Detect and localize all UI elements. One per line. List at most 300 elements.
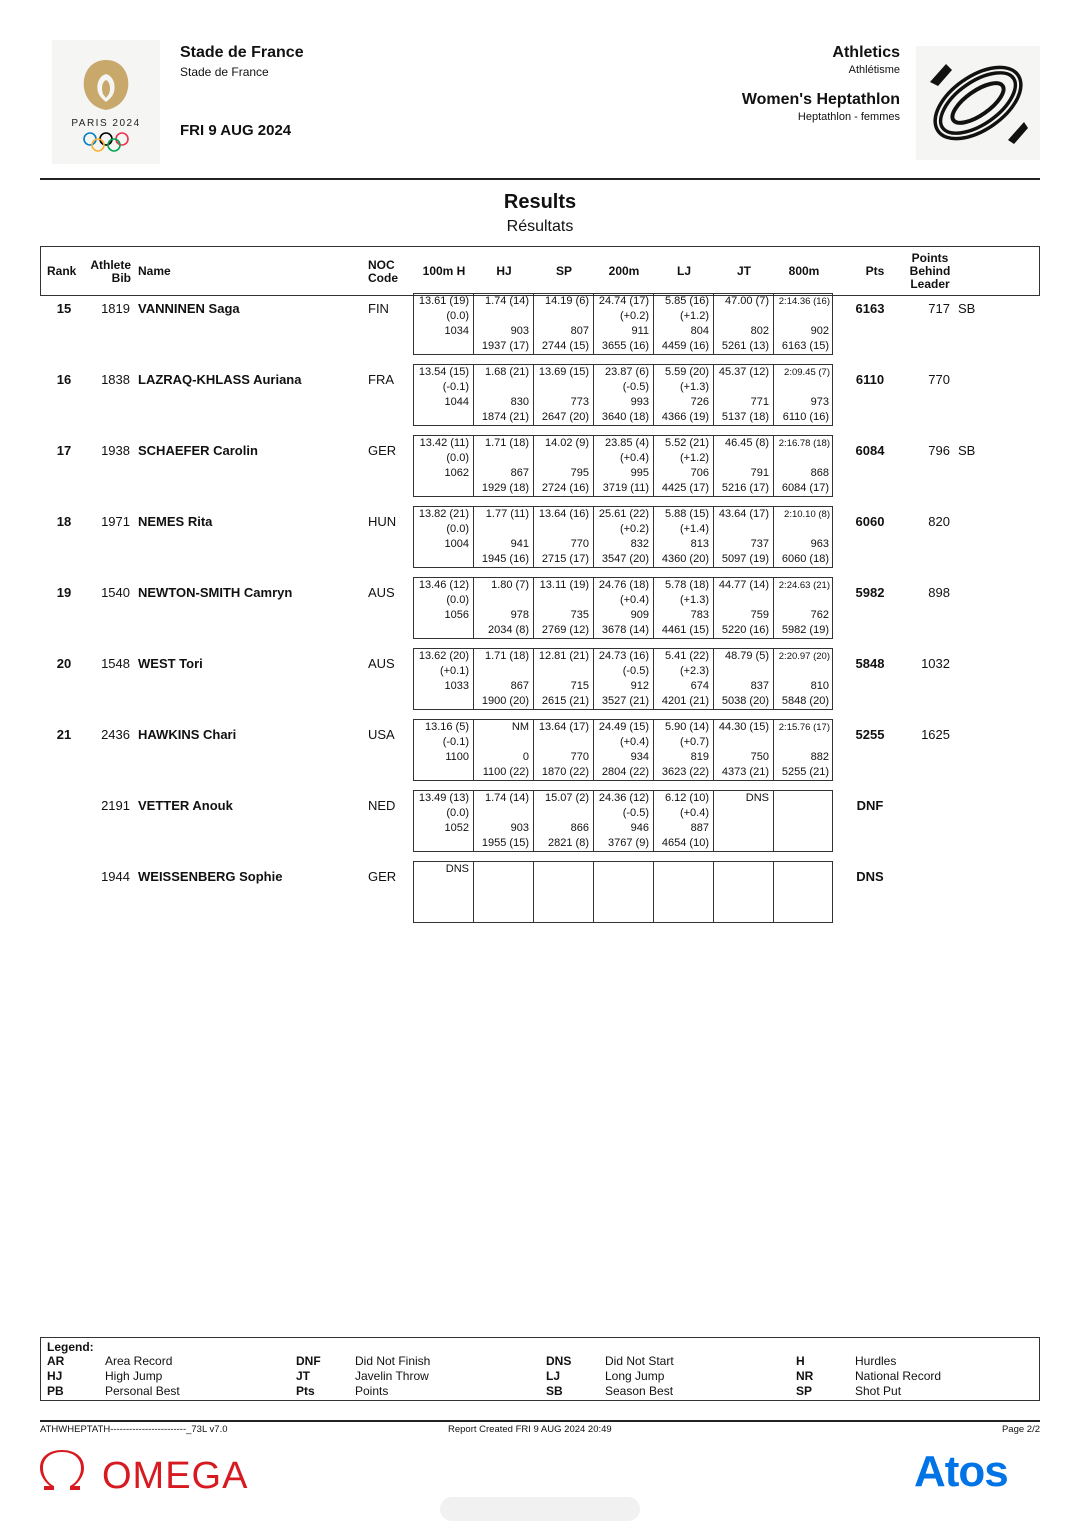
event-performance: 2:09.45 (7) [784, 367, 830, 378]
svg-text:Atos: Atos [914, 1447, 1008, 1492]
event-cell-high-jump [474, 578, 534, 638]
event-performance: 15.07 (2) [544, 792, 589, 804]
event-wind: (0.0) [446, 523, 469, 535]
legend-description: National Record [855, 1369, 942, 1383]
event-cumulative: 5848 (20) [781, 695, 829, 707]
event-performance: DNS [745, 792, 769, 804]
event-cumulative: 3767 (9) [608, 837, 649, 849]
legend-description: Hurdles [855, 1354, 897, 1368]
event-cell-800m [774, 294, 833, 354]
event-cell-200m [594, 436, 654, 496]
bib-cell: 1938 [101, 443, 130, 458]
event-cumulative: 4366 (19) [661, 411, 709, 423]
event-points: 674 [690, 680, 709, 692]
event-cell-100m-hurdles [414, 365, 474, 425]
event-performance: 1.74 (14) [484, 295, 529, 307]
event-performance: 5.59 (20) [664, 366, 709, 378]
event-points: 1034 [444, 325, 469, 337]
event-cell-200m [594, 578, 654, 638]
event-performance: 1.68 (21) [484, 366, 529, 378]
event-cumulative: 4373 (21) [721, 766, 769, 778]
legend-abbreviation: H [796, 1354, 805, 1368]
event-cumulative: 2724 (16) [541, 482, 589, 494]
event-cell-shot-put [534, 862, 594, 922]
event-cell-100m-hurdles [414, 720, 474, 780]
event-points: 750 [750, 751, 769, 763]
event-results-grid [413, 435, 833, 497]
event-performance: 13.46 (12) [418, 579, 469, 591]
event-performance: 2:16.78 (18) [778, 438, 830, 449]
event-cumulative: 4201 (21) [661, 695, 709, 707]
event-points: 791 [750, 467, 769, 479]
total-points: 6163 [855, 301, 885, 316]
event-cell-100m-hurdles [414, 578, 474, 638]
event-cell-800m [774, 578, 833, 638]
event-date: FRI 9 AUG 2024 [180, 122, 292, 139]
venue-name-fr: Stade de France [180, 65, 269, 79]
col-shot-put: SP [555, 264, 572, 278]
points-behind-leader: 770 [928, 372, 950, 387]
event-performance: 5.41 (22) [664, 650, 709, 662]
legend-description: Area Record [105, 1354, 173, 1368]
event-performance: 13.54 (15) [418, 366, 469, 378]
event-wind: (+0.1) [439, 665, 469, 677]
points-behind-leader: 1032 [921, 656, 950, 671]
event-performance: NM [511, 721, 529, 733]
event-points: 795 [570, 467, 589, 479]
event-points: 802 [750, 325, 769, 337]
points-behind-leader: 796 [928, 443, 950, 458]
event-cell-high-jump [474, 720, 534, 780]
legend-abbreviation: LJ [546, 1369, 561, 1383]
event-performance: 24.76 (18) [598, 579, 649, 591]
total-points: 5982 [855, 585, 885, 600]
event-cell-200m [594, 862, 654, 922]
venue-block [180, 44, 304, 79]
noc-code: FRA [368, 372, 394, 387]
page-number: Page 2/2 [1001, 1424, 1040, 1435]
noc-code: AUS [368, 656, 395, 671]
event-performance: 2:15.76 (17) [778, 722, 830, 733]
page-scrollbar-overlay[interactable] [440, 1497, 640, 1521]
event-cumulative: 2804 (22) [601, 766, 649, 778]
legend-abbreviation: SB [546, 1384, 563, 1398]
event-points: 770 [570, 538, 589, 550]
event-points: 737 [750, 538, 769, 550]
event-performance: 1.80 (7) [491, 579, 529, 591]
legend-description: Personal Best [105, 1384, 180, 1398]
event-cumulative: 6110 (16) [782, 411, 829, 423]
svg-text:OMEGA: OMEGA [102, 1455, 249, 1494]
noc-code: NED [368, 798, 396, 813]
athlete-row [0, 295, 1080, 363]
event-performance: 44.30 (15) [718, 721, 769, 733]
total-points: 6084 [855, 443, 885, 458]
noc-code: FIN [368, 301, 389, 316]
event-points: 837 [750, 680, 769, 692]
event-points: 726 [690, 396, 709, 408]
event-wind: (0.0) [446, 594, 469, 606]
athlete-row [0, 437, 1080, 505]
event-cumulative: 5255 (21) [781, 766, 829, 778]
bib-cell: 1838 [101, 372, 130, 387]
event-cell-high-jump [474, 791, 534, 851]
event-points: 963 [810, 538, 829, 550]
event-performance: 5.85 (16) [664, 295, 709, 307]
bib-cell: 1540 [101, 585, 130, 600]
athlete-name: NEMES Rita [138, 514, 213, 529]
results-title: Results [503, 191, 577, 213]
event-points: 941 [510, 538, 529, 550]
event-performance: 24.49 (15) [598, 721, 649, 733]
event-points: 810 [810, 680, 829, 692]
event-performance: 13.69 (15) [538, 366, 589, 378]
event-points: 973 [810, 396, 829, 408]
event-performance: 13.61 (19) [418, 295, 469, 307]
event-cumulative: 4654 (10) [661, 837, 709, 849]
col-javelin: JT [736, 264, 751, 278]
event-points: 867 [510, 467, 529, 479]
athlete-name: VANNINEN Saga [138, 301, 240, 316]
event-cell-shot-put [534, 578, 594, 638]
legend-abbreviation: HJ [47, 1369, 63, 1383]
event-cell-high-jump [474, 365, 534, 425]
col-800m: 800m [788, 264, 820, 278]
noc-code: GER [368, 443, 397, 458]
event-cumulative: 5982 (19) [781, 624, 829, 636]
points-behind-leader: 898 [928, 585, 950, 600]
event-cumulative: 1900 (20) [481, 695, 529, 707]
event-cell-800m [774, 862, 833, 922]
event-cell-shot-put [534, 649, 594, 709]
event-performance: 13.62 (20) [418, 650, 469, 662]
event-wind: (-0.5) [622, 807, 649, 819]
event-cell-shot-put [534, 365, 594, 425]
event-cumulative: 4459 (16) [661, 340, 709, 352]
paris-2024-logo [52, 40, 160, 164]
total-points: 6110 [855, 372, 885, 387]
event-wind: (+0.7) [679, 736, 709, 748]
rank-cell: 19 [56, 585, 72, 600]
event-cell-shot-put [534, 436, 594, 496]
event-points: 867 [510, 680, 529, 692]
event-points: 735 [570, 609, 589, 621]
event-cell-100m-hurdles [414, 791, 474, 851]
omega-logo [40, 1450, 280, 1499]
bib-cell: 1971 [101, 514, 130, 529]
event-wind: (-0.5) [622, 665, 649, 677]
event-wind: (+0.4) [619, 594, 649, 606]
event-cell-high-jump [474, 507, 534, 567]
col-points-behind-leader: Points Behind Leader [909, 251, 951, 291]
event-cell-long-jump [654, 720, 714, 780]
col-200m: 200m [608, 264, 640, 278]
event-cumulative: 2821 (8) [548, 837, 589, 849]
legend-abbreviation: PB [47, 1384, 64, 1398]
event-performance: 2:20.97 (20) [778, 651, 830, 662]
event-cumulative: 3655 (16) [601, 340, 649, 352]
event-performance: 14.02 (9) [544, 437, 589, 449]
noc-code: GER [368, 869, 397, 884]
noc-code: HUN [368, 514, 397, 529]
event-results-grid [413, 364, 833, 426]
event-cell-100m-hurdles [414, 294, 474, 354]
rank-cell: 17 [56, 443, 72, 458]
rank-cell: 15 [56, 301, 72, 316]
event-results-grid [413, 790, 833, 852]
event-cumulative: 3678 (14) [601, 624, 649, 636]
event-points: 1056 [444, 609, 469, 621]
event-cell-800m [774, 649, 833, 709]
event-cell-high-jump [474, 294, 534, 354]
atos-logo [914, 1446, 1040, 1497]
event-wind: (+0.4) [619, 736, 649, 748]
event-cumulative: 5038 (20) [721, 695, 769, 707]
athlete-name: HAWKINS Chari [138, 727, 237, 742]
event-points: 1062 [444, 467, 469, 479]
event-wind: (0.0) [446, 452, 469, 464]
event-performance: 44.77 (14) [718, 579, 769, 591]
event-performance: 45.37 (12) [718, 366, 769, 378]
legend-description: Did Not Finish [355, 1354, 431, 1368]
athlete-row [0, 508, 1080, 576]
event-cell-200m [594, 649, 654, 709]
event-points: 804 [690, 325, 709, 337]
bib-cell: 2436 [101, 727, 130, 742]
event-results-grid [413, 293, 833, 355]
legend-abbreviation: DNF [296, 1354, 321, 1368]
event-points: 807 [570, 325, 589, 337]
event-cell-high-jump [474, 436, 534, 496]
event-wind: (+1.2) [679, 310, 709, 322]
event-cumulative: 1937 (17) [481, 340, 529, 352]
event-cell-200m [594, 791, 654, 851]
event-cumulative: 1929 (18) [481, 482, 529, 494]
event-cell-shot-put [534, 294, 594, 354]
header-divider [40, 178, 1040, 180]
event-cumulative: 2647 (20) [541, 411, 589, 423]
athlete-name: NEWTON-SMITH Camryn [138, 585, 293, 600]
event-cell-800m [774, 436, 833, 496]
sport-name-fr: Athlétisme [848, 64, 900, 76]
event-wind: (-0.1) [442, 381, 469, 393]
noc-code: USA [368, 727, 395, 742]
athlete-name: SCHAEFER Carolin [138, 443, 258, 458]
legend-description: Did Not Start [605, 1354, 674, 1368]
event-cumulative: 6163 (15) [781, 340, 829, 352]
event-results-grid [413, 719, 833, 781]
event-wind: (+0.2) [619, 310, 649, 322]
event-performance: 23.87 (6) [604, 366, 649, 378]
event-cell-long-jump [654, 791, 714, 851]
col-name: Name [138, 264, 171, 278]
event-points: 934 [630, 751, 649, 763]
bib-cell: 1819 [101, 301, 130, 316]
bib-cell: 1548 [101, 656, 130, 671]
legend-description: Points [355, 1384, 389, 1398]
event-cumulative: 2769 (12) [541, 624, 589, 636]
event-cumulative: 3527 (21) [601, 695, 649, 707]
event-performance: DNS [445, 863, 469, 875]
event-cell-javelin [714, 436, 774, 496]
athlete-name: LAZRAQ-KHLASS Auriana [138, 372, 302, 387]
svg-text:PARIS 2024: PARIS 2024 [71, 118, 141, 129]
points-behind-leader: 717 [928, 301, 950, 316]
event-points: 1044 [444, 396, 469, 408]
event-points: 1033 [444, 680, 469, 692]
event-performance: 1.77 (11) [485, 508, 529, 520]
event-wind: (0.0) [446, 310, 469, 322]
event-points: 1052 [444, 822, 469, 834]
event-points: 903 [510, 822, 529, 834]
legend-description: Season Best [605, 1384, 674, 1398]
event-points: 783 [690, 609, 709, 621]
legend-abbreviation: JT [296, 1369, 311, 1383]
event-performance: 2:14.36 (16) [778, 296, 830, 307]
col-rank: Rank [47, 264, 77, 278]
event-cumulative: 6060 (18) [781, 553, 829, 565]
event-cell-800m [774, 791, 833, 851]
col-points: Pts [865, 264, 885, 278]
event-points: 1004 [444, 538, 469, 550]
event-performance: 23.85 (4) [604, 437, 649, 449]
athlete-row [0, 366, 1080, 434]
legend-description: Javelin Throw [355, 1369, 429, 1383]
event-wind: (+0.2) [619, 523, 649, 535]
total-points: DNS [856, 869, 884, 884]
event-points: 946 [630, 822, 649, 834]
results-title-fr: Résultats [506, 218, 574, 235]
event-points: 903 [510, 325, 529, 337]
event-cumulative: 1100 (22) [482, 766, 529, 778]
event-performance: 47.00 (7) [724, 295, 769, 307]
athlete-row [0, 792, 1080, 860]
event-cell-high-jump [474, 649, 534, 709]
event-cell-800m [774, 507, 833, 567]
event-cell-javelin [714, 507, 774, 567]
event-performance: 48.79 (5) [724, 650, 769, 662]
athlete-name: VETTER Anouk [138, 798, 233, 813]
total-points: 6060 [855, 514, 885, 529]
event-cumulative: 6084 (17) [781, 482, 829, 494]
event-points: 912 [630, 680, 649, 692]
athlete-row [0, 579, 1080, 647]
total-points: 5255 [855, 727, 885, 742]
rank-cell: 20 [56, 656, 72, 671]
event-cell-long-jump [654, 436, 714, 496]
event-performance: 1.71 (18) [484, 650, 529, 662]
sport-name: Athletics [832, 44, 900, 61]
event-performance: 14.19 (6) [544, 295, 589, 307]
event-points: 759 [750, 609, 769, 621]
event-points: 978 [510, 609, 529, 621]
athlete-row [0, 721, 1080, 789]
event-wind: (-0.5) [622, 381, 649, 393]
athlete-row [0, 863, 1080, 931]
event-points: 706 [690, 467, 709, 479]
athlete-name: WEST Tori [138, 656, 203, 671]
legend-abbreviation: SP [796, 1384, 813, 1398]
event-wind: (+1.2) [679, 452, 709, 464]
legend-description: Long Jump [605, 1369, 665, 1383]
athlete-name: WEISSENBERG Sophie [138, 869, 283, 884]
event-wind: (+1.3) [679, 381, 709, 393]
event-cumulative: 4360 (20) [661, 553, 709, 565]
event-performance: 13.16 (5) [424, 721, 469, 733]
col-athlete-bib: Athlete Bib [90, 258, 131, 285]
event-results-grid [413, 648, 833, 710]
event-points: 0 [522, 751, 529, 763]
event-wind: (-0.1) [442, 736, 469, 748]
event-cumulative: 5216 (17) [721, 482, 769, 494]
event-cell-100m-hurdles [414, 507, 474, 567]
col-noc-code: NOC Code [368, 258, 398, 285]
event-cell-high-jump [474, 862, 534, 922]
event-performance: 12.81 (21) [538, 650, 589, 662]
event-cell-200m [594, 365, 654, 425]
total-points: 5848 [855, 656, 885, 671]
event-cell-javelin [714, 791, 774, 851]
event-performance: 13.42 (11) [419, 437, 469, 449]
athletics-pictogram [916, 46, 1040, 160]
event-points: 832 [630, 538, 649, 550]
event-performance: 13.64 (17) [538, 721, 589, 733]
event-points: 762 [810, 609, 829, 621]
col-long-jump: LJ [676, 264, 691, 278]
event-performance: 5.88 (15) [664, 508, 709, 520]
event-cell-javelin [714, 649, 774, 709]
bib-cell: 2191 [101, 798, 130, 813]
event-cumulative: 5097 (19) [721, 553, 769, 565]
event-points: 882 [810, 751, 829, 763]
event-cell-javelin [714, 720, 774, 780]
event-cell-long-jump [654, 862, 714, 922]
event-performance: 2:10.10 (8) [784, 509, 830, 520]
document-code: ATHWHEPTATH------------------------_73L v7.0 [40, 1424, 228, 1435]
event-cell-shot-put [534, 791, 594, 851]
event-cell-long-jump [654, 649, 714, 709]
rank-cell: 16 [56, 372, 72, 387]
report-created: Report Created FRI 9 AUG 2024 20:49 [448, 1424, 612, 1435]
event-performance: 25.61 (22) [598, 508, 649, 520]
event-cell-200m [594, 294, 654, 354]
event-cell-long-jump [654, 294, 714, 354]
event-wind: (+2.3) [679, 665, 709, 677]
athlete-row [0, 650, 1080, 718]
event-points: 830 [510, 396, 529, 408]
event-points: 909 [630, 609, 649, 621]
event-cell-long-jump [654, 365, 714, 425]
event-performance: 13.11 (19) [539, 579, 589, 591]
legend-description: High Jump [105, 1369, 163, 1383]
event-performance: 13.82 (21) [418, 508, 469, 520]
event-performance: 24.74 (17) [598, 295, 649, 307]
legend-abbreviation: AR [47, 1354, 65, 1368]
sport-block [742, 44, 900, 123]
event-cell-long-jump [654, 507, 714, 567]
event-cell-800m [774, 720, 833, 780]
event-cell-100m-hurdles [414, 436, 474, 496]
rank-cell: 18 [56, 514, 72, 529]
venue-name: Stade de France [180, 44, 304, 61]
event-cell-javelin [714, 578, 774, 638]
event-points: 819 [690, 751, 709, 763]
event-cumulative: 1870 (22) [541, 766, 589, 778]
legend-description: Shot Put [855, 1384, 902, 1398]
legend-box [40, 1337, 1040, 1401]
col-100m-hurdles: 100m H [422, 264, 466, 278]
legend-abbreviation: DNS [546, 1354, 572, 1368]
